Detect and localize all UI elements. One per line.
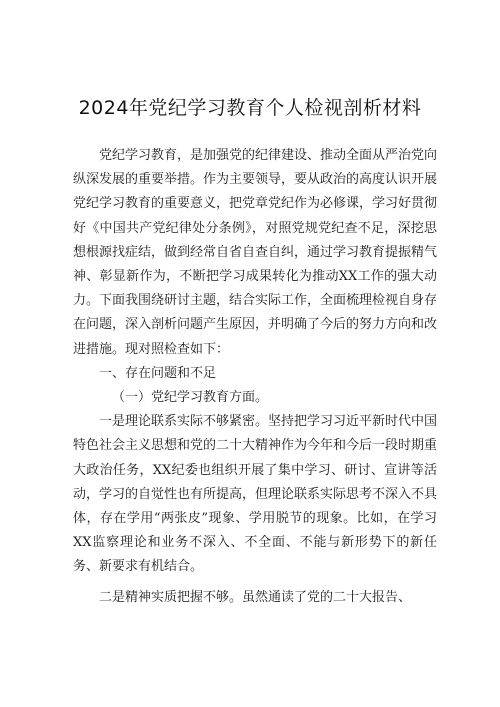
subsection-heading: （一）党纪学习教育方面。 (112, 390, 269, 406)
body-paragraph: 一是理论联系实际不够紧密。坚持把学习习近平新时代中国特色社会主义思想和党的二十大精神作为今年和今后一段时期重大政治任务，XX纪委也组织开展了集中学习、研讨、宣讲等活动，学习的自觉性也有所提高，但理论联系实际思考不深入不具体，存在学用“两张皮”现象、学用脱节的现象。比如，在学习XX监察理论和业务不深入、不全面、不能与新形势下的新任务、新要求有机结合。 (73, 414, 438, 575)
document-body (73, 144, 437, 610)
intro-paragraph: 党纪学习教育，是加强党的纪律建设、推动全面从严治党向纵深发展的重要举措。作为主要领导，要从政治的高度认识开展党纪学习教育的重要意义，把党章党纪作为必修课，学习好贯彻好《中国共产党纪律处分条例》，对照党规党纪查不足，深挖思想根源找症结，做到经常自省自查自纠，通过学习教育提振精气神、彰显新作为，不断把学习成果转化为推动XX工作的强大动力。下面我围绕研讨主题，结合实际工作，全面梳理检视自身存在问题，深入剖析问题产生原因，并明确了今后的努力方向和改进措施。现对照检查如下： (73, 148, 438, 357)
body-paragraph: 二是精神实质把握不够。虽然通读了党的二十大报告、 (99, 589, 412, 605)
document-title: 2024年党纪学习教育个人检视剖析材料 (78, 97, 422, 119)
section-heading: 一、存在问题和不足 (99, 365, 217, 381)
